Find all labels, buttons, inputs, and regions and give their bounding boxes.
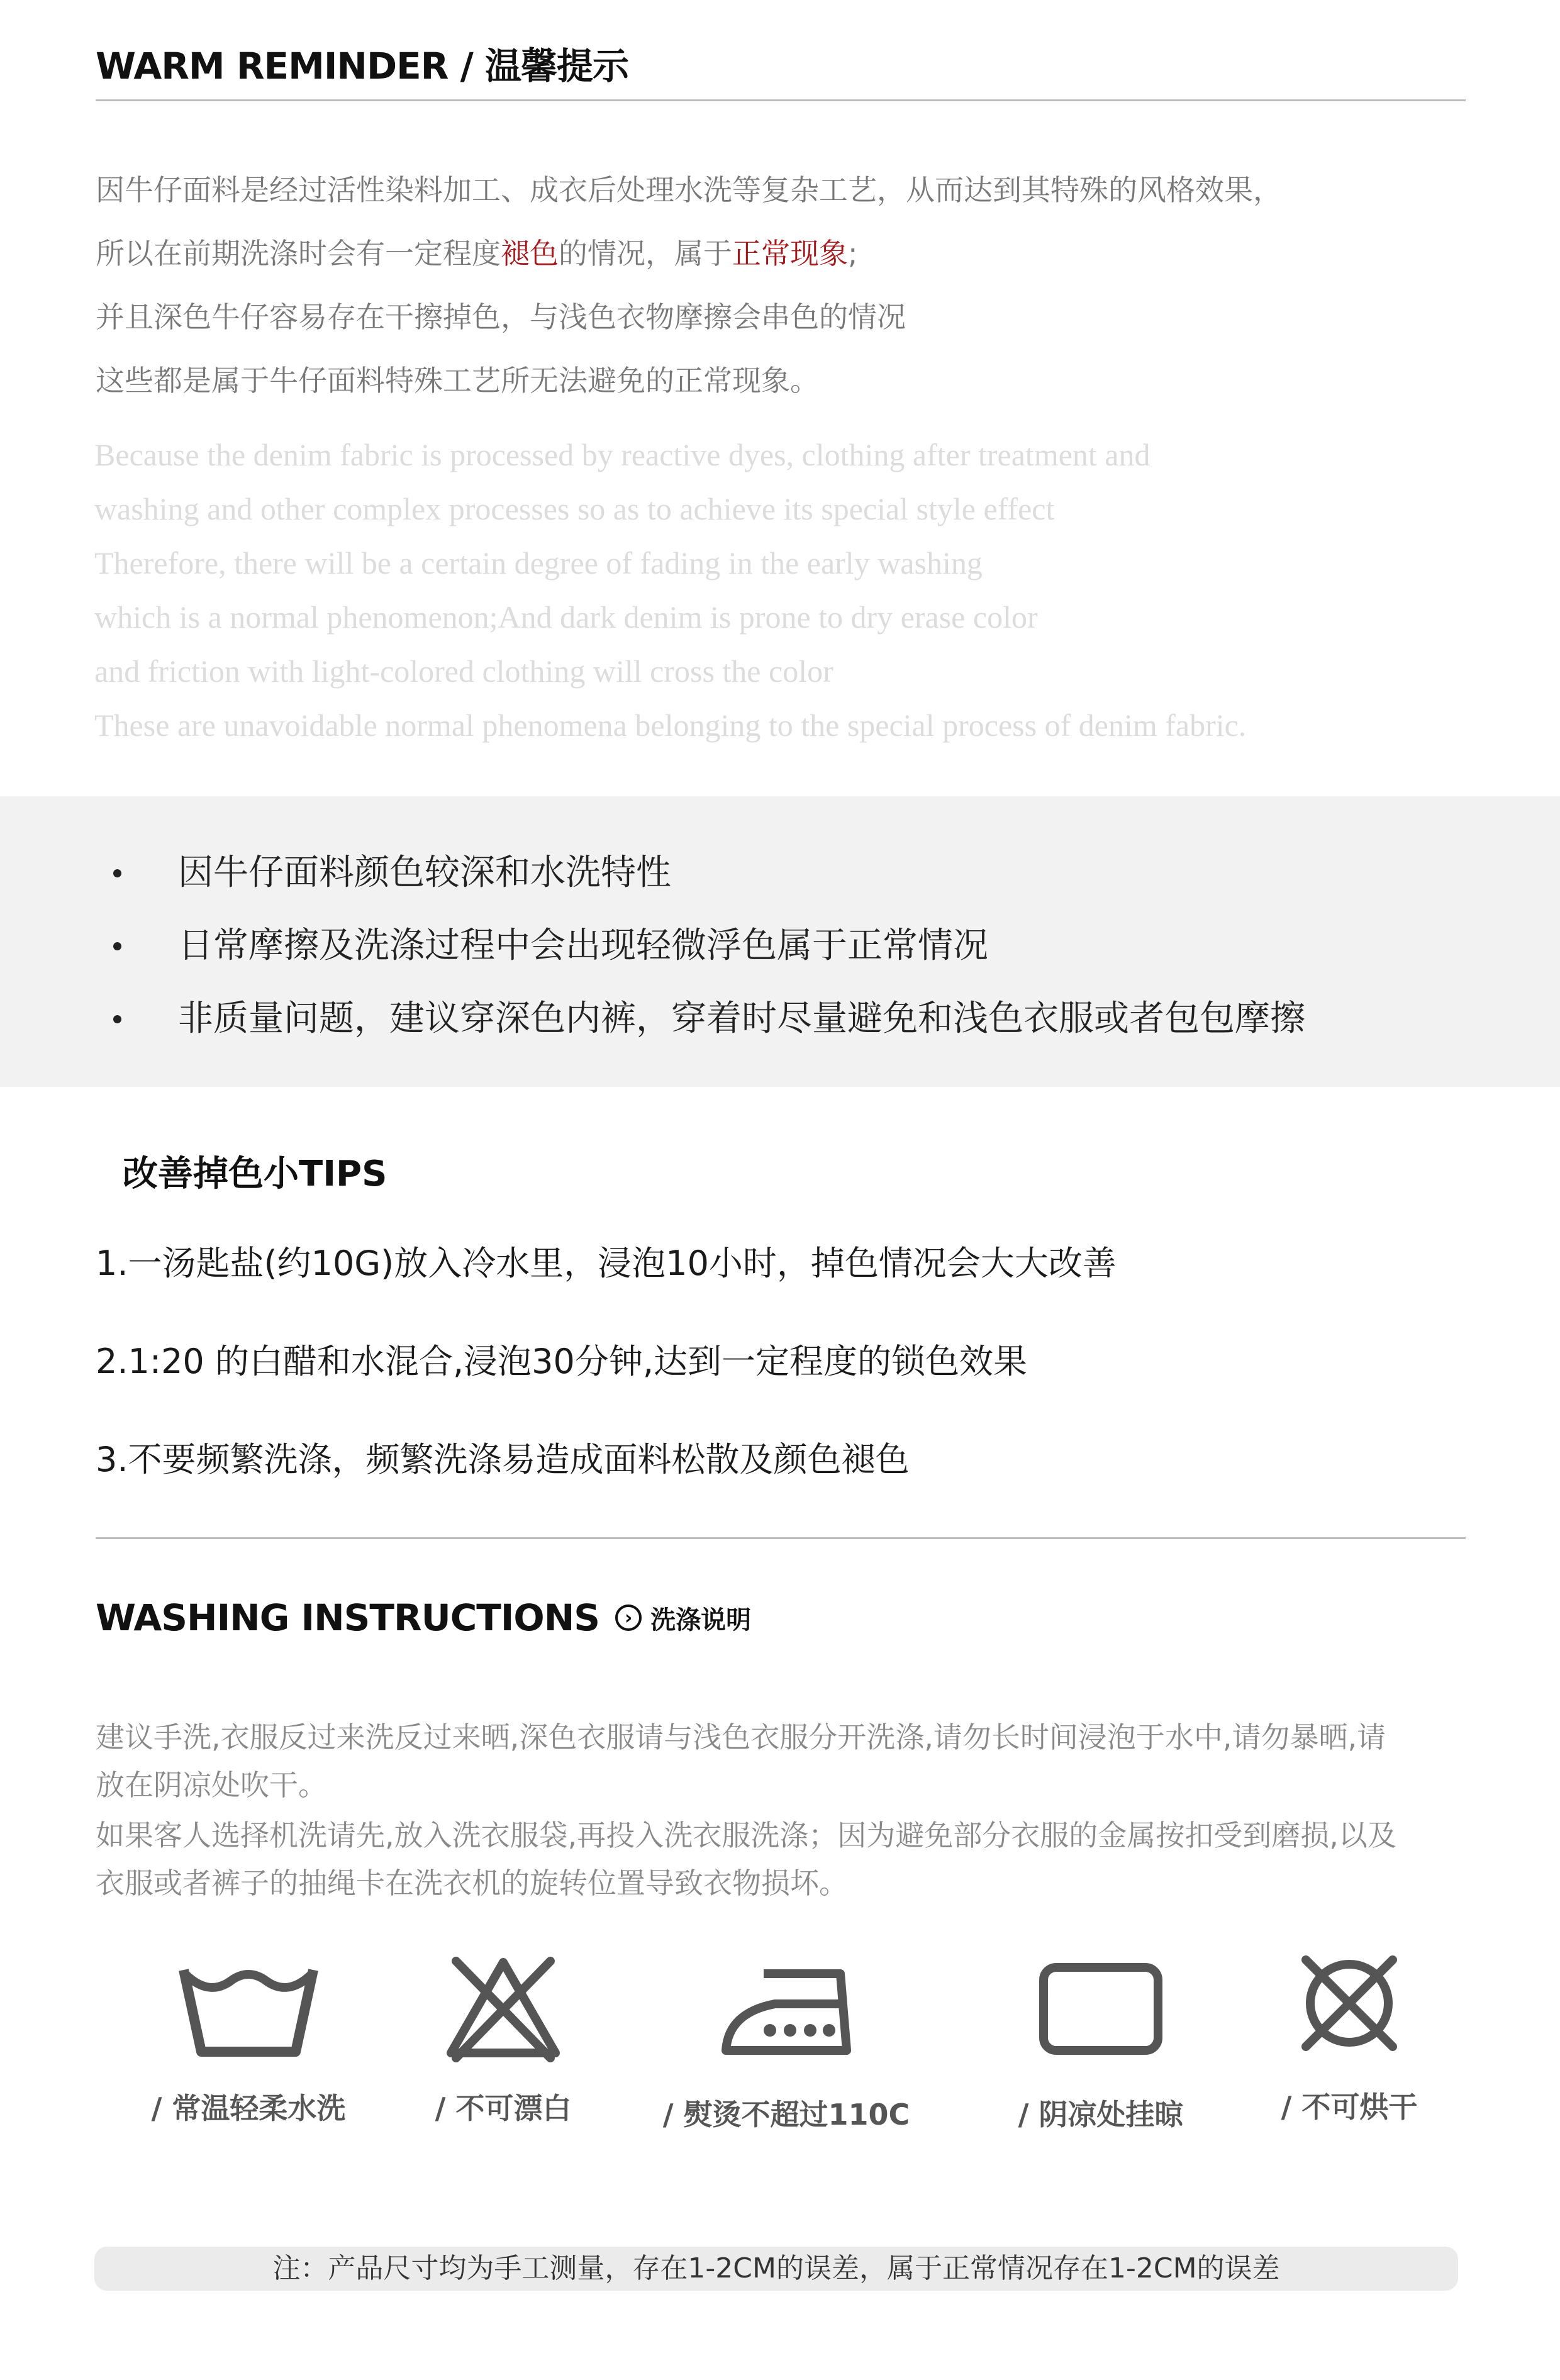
line-dry-icon <box>1035 1959 1167 2059</box>
chevron-right-circle-icon: › <box>615 1604 642 1631</box>
bullet-list <box>113 837 1305 1055</box>
highlight-fading: 褪色 <box>501 236 559 270</box>
reminder-en-paragraph <box>94 428 1541 752</box>
care-label: / 熨烫不超过110C <box>662 2098 910 2132</box>
washing-line: 如果客人选择机洗请先,放入洗衣服袋,再投入洗衣服洗涤；因为避免部分衣服的金属按扣受到磨损,以及 <box>96 1818 1396 1852</box>
reminder-cn-line: 所以在前期洗涤时会有一定程度褪色的情况，属于正常现象; <box>96 236 858 270</box>
washtub-icon <box>176 1956 321 2063</box>
care-label: / 不可烘干 <box>1281 2090 1418 2124</box>
reminder-en-line: and friction with light-colored clothing will cross the color <box>94 653 833 689</box>
care-item-dry <box>975 1959 1227 2133</box>
washing-line: 衣服或者裤子的抽绳卡在洗衣机的旋转位置导致衣物损坏。 <box>96 1866 848 1900</box>
care-label: / 不可漂白 <box>435 2091 572 2125</box>
reminder-en-line: Therefore, there will be a certain degree of fading in the early washing <box>94 545 983 581</box>
washing-line: 放在阴凉处吹干。 <box>96 1768 327 1802</box>
reminder-en-line: These are unavoidable normal phenomena belonging to the special process of denim fabric. <box>94 708 1247 743</box>
reminder-en-line: washing and other complex processes so as to achieve its special style effect <box>94 491 1055 526</box>
reminder-cn-line: 因牛仔面料是经过活性染料加工、成衣后处理水洗等复杂工艺，从而达到其特殊的风格效果， <box>96 173 1282 207</box>
bullet-dot-icon <box>113 869 121 877</box>
care-item-iron <box>648 1962 925 2133</box>
washing-subtitle: › 洗涤说明 <box>615 1600 751 1636</box>
size-note: 注：产品尺寸均为手工测量，存在1-2CM的误差，属于正常情况存在1-2CM的误差 <box>94 2247 1458 2291</box>
washing-line: 建议手洗,衣服反过来洗反过来晒,深色衣服请与浅色衣服分开洗涤,请勿长时间浸泡于水中,请勿暴晒,请 <box>96 1720 1386 1754</box>
care-label: / 常温轻柔水洗 <box>151 2091 346 2125</box>
list-item: 日常摩擦及洗涤过程中会出现轻微浮色属于正常情况 <box>113 909 1305 982</box>
care-label: / 阴凉处挂晾 <box>1018 2098 1184 2132</box>
list-item: 非质量问题，建议穿深色内裤，穿着时尽量避免和浅色衣服或者包包摩擦 <box>113 982 1305 1055</box>
no-bleach-icon <box>443 1954 563 2063</box>
tip-item: 2.1:20 的白醋和水混合,浸泡30分钟,达到一定程度的锁色效果 <box>96 1342 1027 1381</box>
tip-item: 1.一汤匙盐(约10G)放入冷水里，浸泡10小时，掉色情况会大大改善 <box>96 1243 1117 1283</box>
reminder-cn-line: 并且深色牛仔容易存在干擦掉色，与浅色衣物摩擦会串色的情况 <box>96 300 906 334</box>
reminder-cn-paragraph <box>96 158 1479 413</box>
tip-item: 3.不要频繁洗涤，频繁洗涤易造成面料松散及颜色褪色 <box>96 1440 910 1479</box>
warm-reminder-title: WARM REMINDER / 温馨提示 <box>96 45 628 87</box>
bullet-dot-icon <box>113 1015 121 1023</box>
no-tumble-dry-icon <box>1296 1950 1403 2057</box>
washing-title: WASHING INSTRUCTIONS <box>96 1596 600 1639</box>
reminder-en-line: which is a normal phenomenon;And dark denim is prone to dry erase color <box>94 599 1038 635</box>
tips-title: 改善掉色小TIPS <box>123 1154 387 1194</box>
bullet-dot-icon <box>113 942 121 950</box>
care-item-wash <box>135 1956 362 2127</box>
list-item: 因牛仔面料颜色较深和水洗特性 <box>113 837 1305 909</box>
iron-icon <box>717 1962 855 2063</box>
reminder-en-line: Because the denim fabric is processed by reactive dyes, clothing after treatment and <box>94 437 1150 472</box>
care-item-tumble <box>1230 1950 1469 2126</box>
care-item-bleach <box>390 1954 616 2127</box>
highlight-normal: 正常现象 <box>732 236 848 270</box>
washing-header <box>96 1596 751 1639</box>
divider <box>96 1537 1466 1539</box>
washing-paragraph <box>96 1713 1467 1907</box>
divider <box>96 99 1466 101</box>
reminder-cn-line: 这些都是属于牛仔面料特殊工艺所无法避免的正常现象。 <box>96 364 819 398</box>
